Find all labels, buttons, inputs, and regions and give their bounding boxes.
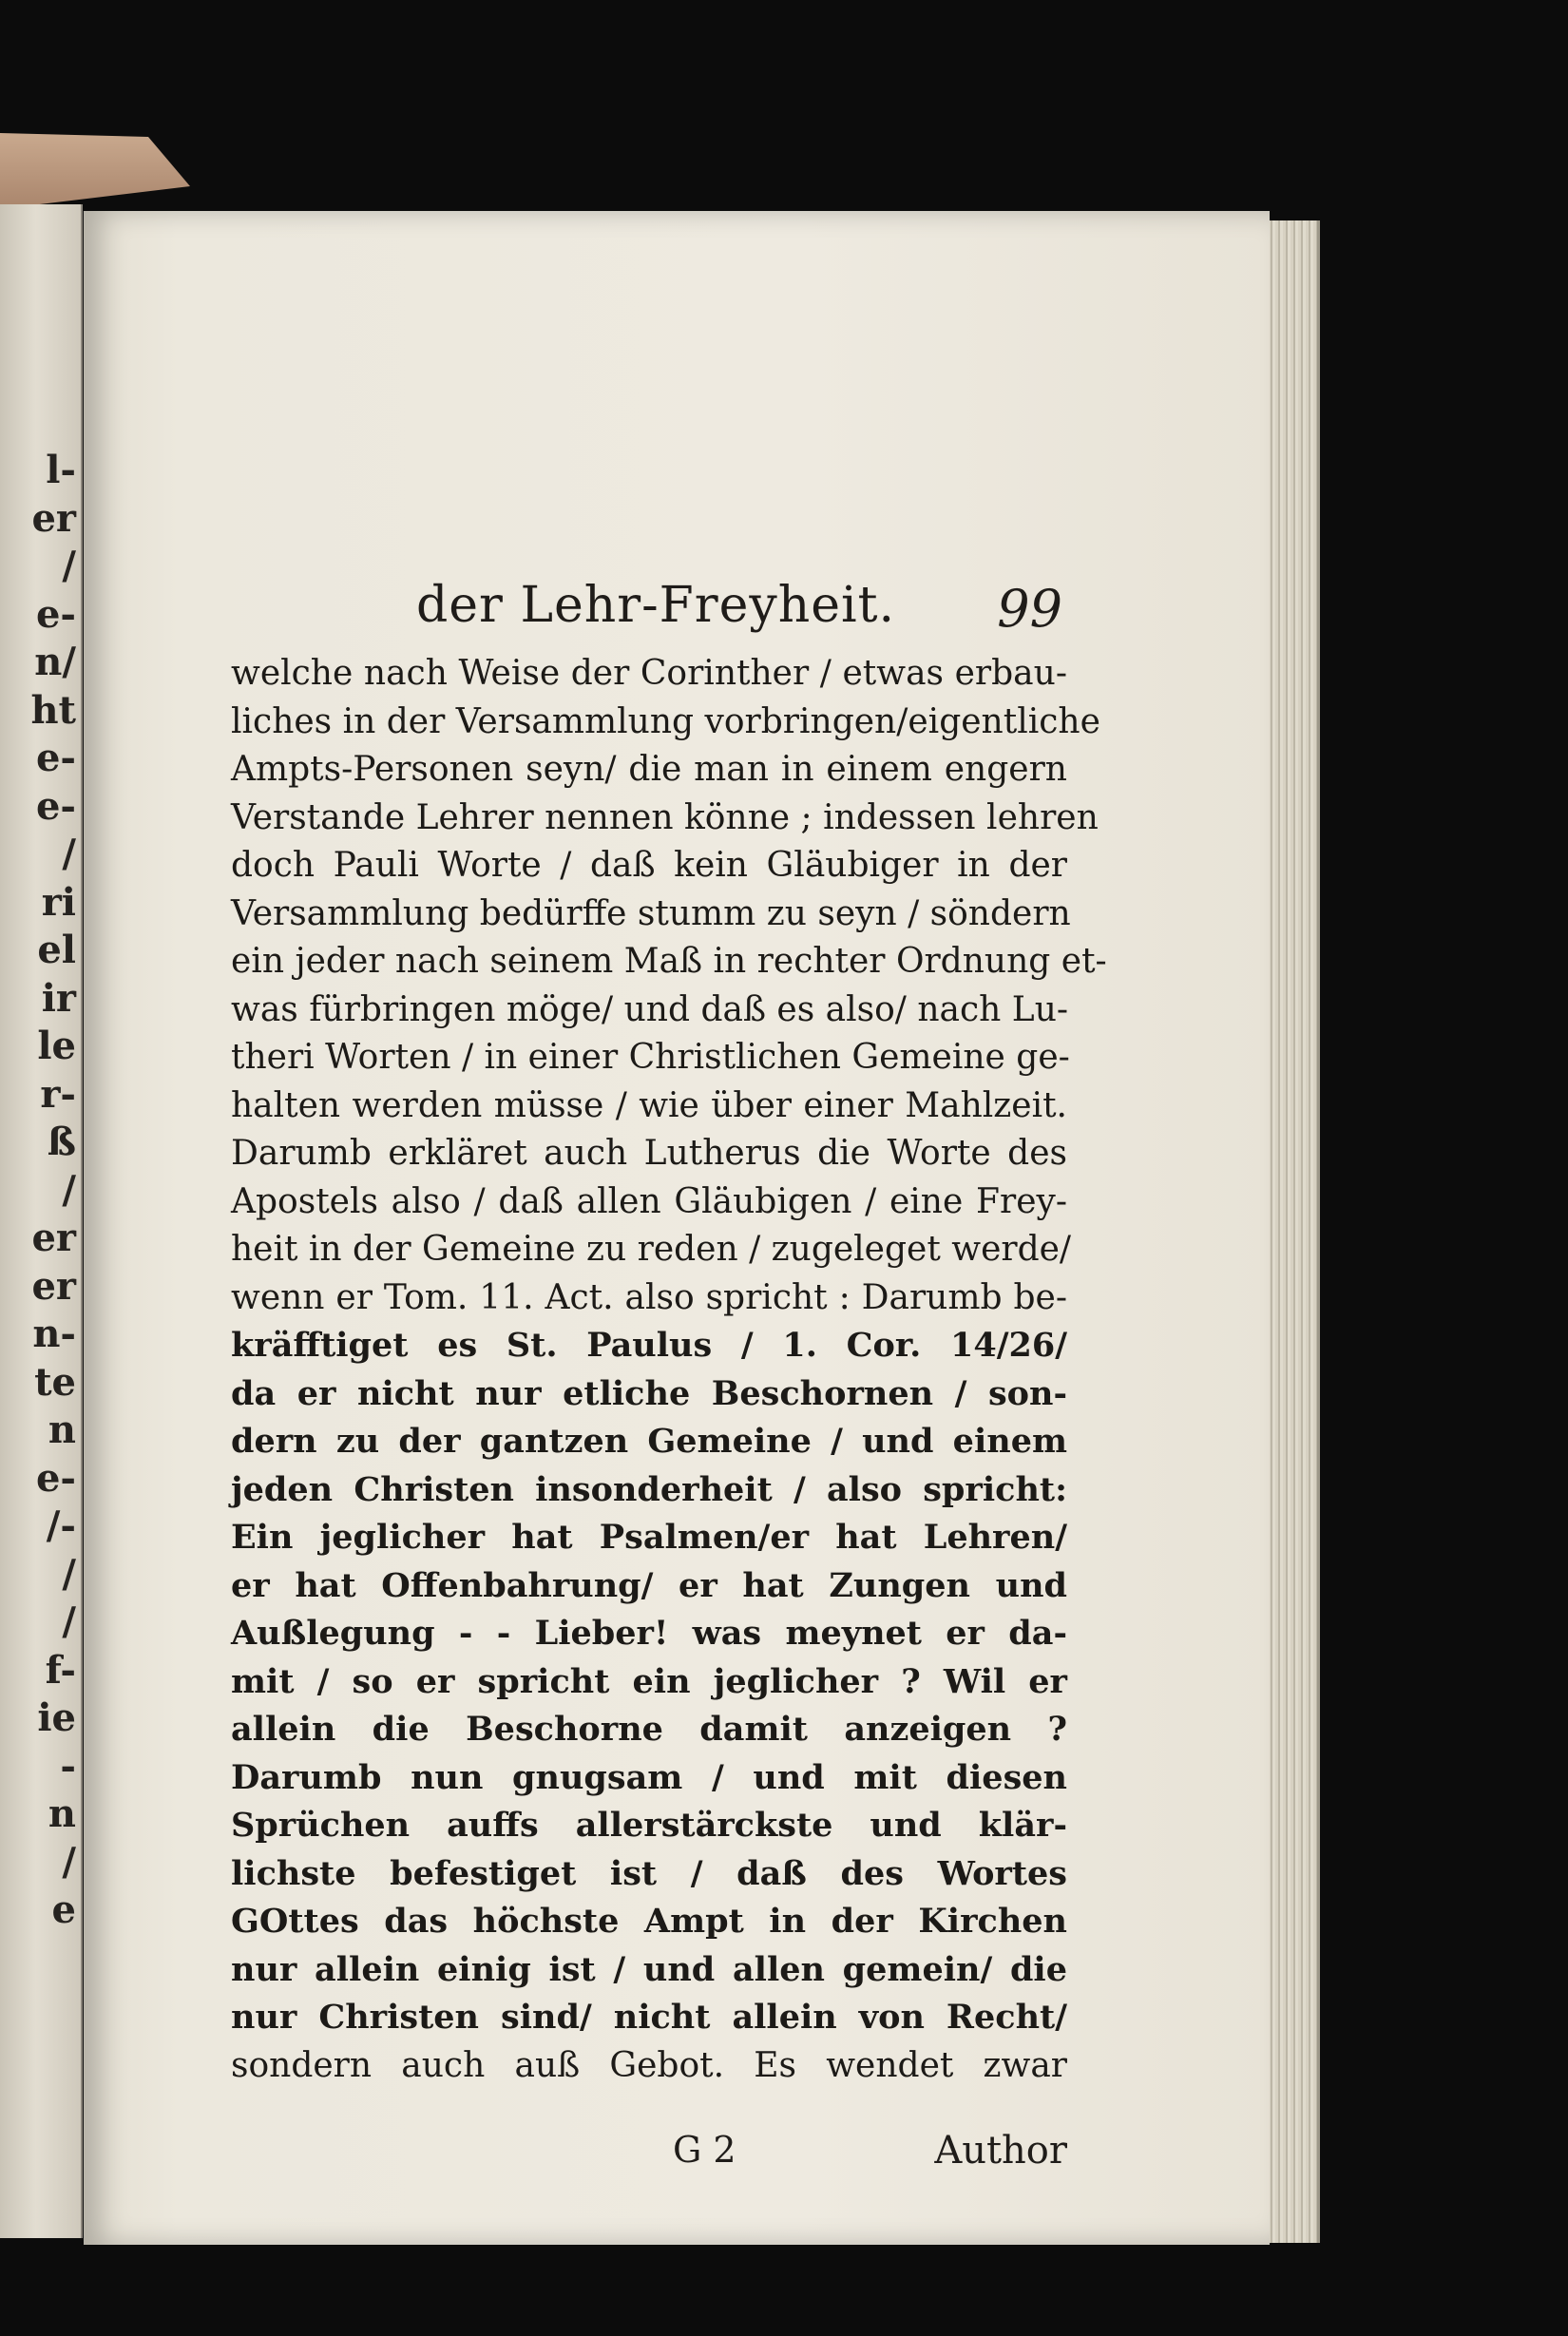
left-page-fragment: e-	[35, 736, 76, 780]
text-line: kräfftiget es St. Paulus / 1. Cor. 14/26/	[231, 1326, 1067, 1365]
left-page-fragment: -	[60, 1743, 76, 1789]
text-line: GOttes das höchste Ampt in der Kirchen	[231, 1902, 1067, 1941]
signature-mark: G 2	[673, 2129, 736, 2171]
text-line: welche nach Weise der Corinther / etwas erbau-	[231, 654, 1067, 693]
left-page-fragment: f-	[45, 1647, 76, 1693]
page-header	[416, 577, 1062, 643]
left-page-fragment: /-	[46, 1503, 76, 1548]
left-page-fragment: el	[37, 928, 76, 972]
text-line: wenn er Tom. 11. Act. also spricht : Darumb be-	[231, 1277, 1067, 1317]
left-page-fragment: e-	[35, 783, 76, 829]
left-page-fragment: n/	[34, 640, 76, 684]
left-page-fragment: le	[37, 1024, 76, 1068]
left-page-fragment: e-	[35, 1455, 76, 1501]
left-page-fragment: ie	[37, 1695, 76, 1740]
left-page-fragment: er	[31, 1263, 76, 1309]
left-page-fragment: er	[31, 495, 76, 541]
left-page-fragment: er	[31, 1216, 76, 1260]
text-line: Versammlung bedürffe stumm zu seyn / söndern	[231, 893, 1071, 933]
running-head: der Lehr-Freyheit.	[416, 577, 896, 634]
left-page-fragment: ir	[41, 975, 76, 1021]
text-line: Sprüchen auffs allerstärckste und klär-	[231, 1806, 1067, 1845]
text-line: doch Pauli Worte / daß kein Gläubiger in der	[231, 846, 1067, 885]
text-line: Verstande Lehrer nennen könne ; indessen lehren	[231, 797, 1099, 837]
text-line: Außlegung - - Lieber! was meynet er da-	[231, 1614, 1067, 1653]
text-line: Ein jeglicher hat Psalmen/er hat Lehren/	[231, 1518, 1067, 1557]
text-line: sondern auch auß Gebot. Es wendet zwar	[231, 2045, 1067, 2085]
left-page-fragment: e-	[35, 591, 76, 637]
page-number: 99	[997, 579, 1062, 639]
text-line: lichste befestiget ist / daß des Wortes	[231, 1853, 1067, 1893]
torn-page-corner	[0, 133, 190, 209]
text-line: dern zu der gantzen Gemeine / und einem	[231, 1422, 1067, 1461]
left-page-fragment: n	[48, 1791, 76, 1836]
left-page-fragment: l-	[46, 448, 76, 492]
text-line: heit in der Gemeine zu reden / zugeleget werde/	[231, 1230, 1072, 1269]
book-page	[84, 211, 1270, 2245]
text-line: theri Worten / in einer Christlichen Gemeine ge-	[231, 1038, 1070, 1077]
text-line: was fürbringen möge/ und daß es also/ nach Lu-	[231, 989, 1069, 1029]
text-line: Darumb nun gnugsam / und mit diesen	[231, 1757, 1067, 1797]
body-text	[231, 650, 1107, 2090]
text-line: jeden Christen insonderheit / also spricht:	[231, 1469, 1067, 1509]
page-footer	[673, 2129, 1067, 2186]
left-page-fragment: e	[51, 1887, 76, 1932]
left-page-fragment: /	[62, 544, 76, 588]
left-page-fragment: n-	[32, 1312, 76, 1356]
text-line: nur allein einig ist / und allen gemein/ die	[231, 1949, 1067, 1989]
text-line: liches in der Versammlung vorbringen/eigentliche	[231, 701, 1100, 741]
text-line: da er nicht nur etliche Beschornen / son-	[231, 1373, 1067, 1413]
left-page-fragment: /	[62, 1551, 76, 1597]
text-line: Ampts-Personen seyn/ die man in einem engern	[231, 750, 1067, 789]
left-page-fragment: /	[62, 1839, 76, 1885]
text-line: halten werden müsse / wie über einer Mahlzeit.	[231, 1085, 1067, 1125]
left-page-fragment: ß	[47, 1120, 76, 1164]
left-page-fragment: te	[34, 1359, 76, 1405]
left-page-fragment: /	[62, 1599, 76, 1644]
text-line: Apostels also / daß allen Gläubigen / eine Frey-	[231, 1181, 1067, 1221]
text-line: nur Christen sind/ nicht allein von Recht/	[231, 1998, 1067, 2037]
text-line: allein die Beschorne damit anzeigen ?	[231, 1710, 1067, 1749]
text-line: mit / so er spricht ein jeglicher ? Wil er	[231, 1661, 1067, 1701]
left-page-fragment: r-	[40, 1071, 76, 1117]
text-line: er hat Offenbahrung/ er hat Zungen und	[231, 1565, 1067, 1605]
catchword: Author	[934, 2129, 1067, 2173]
left-page-fragment: n	[48, 1407, 76, 1452]
left-page-fragment: /	[62, 1167, 76, 1213]
text-line: Darumb erkläret auch Lutherus die Worte des	[231, 1134, 1067, 1173]
text-line: ein jeder nach seinem Maß in rechter Ordnung et-	[231, 942, 1107, 981]
left-page-fragment: ht	[30, 687, 76, 733]
left-page-edge	[0, 204, 83, 2238]
left-page-fragment: /	[62, 832, 76, 876]
left-page-fragment: ri	[41, 879, 76, 925]
